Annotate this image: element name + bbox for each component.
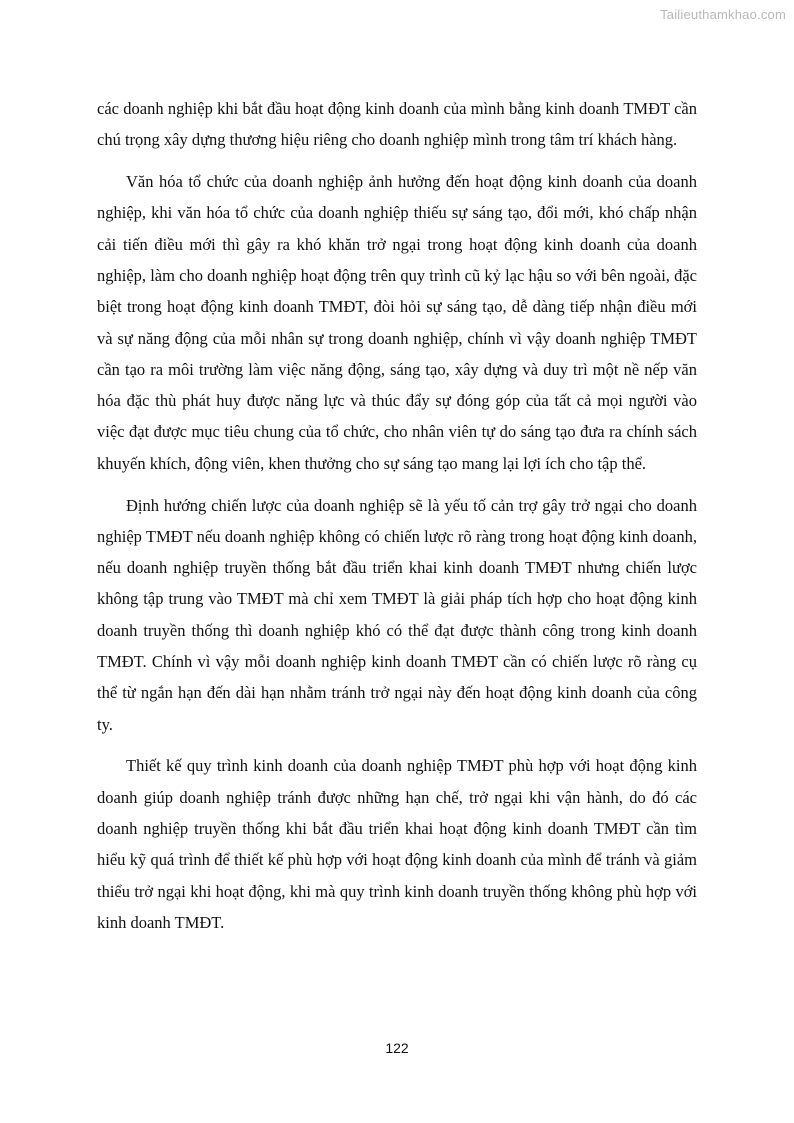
paragraph-strategic-orientation: Định hướng chiến lược của doanh nghiệp sẽ là yếu tố cản trợ gây trở ngại cho doanh nghiệp TMĐT nếu doanh nghiệp không có chiến lược rõ ràng trong hoạt động kinh doanh, nếu doanh nghiệp truyền thống bắt đầu triển khai kinh doanh TMĐT nhưng chiến lược không tập trung vào TMĐT mà chỉ xem TMĐT là giải pháp tích hợp cho hoạt động kinh doanh truyền thống thì doanh nghiệp khó có thể đạt được thành công trong kinh doanh TMĐT. Chính vì vậy mỗi doanh nghiệp kinh doanh TMĐT cần có chiến lược rõ ràng cụ thể từ ngắn hạn đến dài hạn nhằm tránh trở ngại này đến hoạt động kinh doanh của công ty. (97, 495, 697, 734)
paragraph-brand-building: các doanh nghiệp khi bắt đầu hoạt động kinh doanh của mình bằng kinh doanh TMĐT cần chú trọng xây dựng thương hiệu riêng cho doanh nghiệp mình trong tâm trí khách hàng. (97, 99, 697, 150)
paragraph-business-process-design: Thiết kế quy trình kinh doanh của doanh nghiệp TMĐT phù hợp với hoạt động kinh doanh giúp doanh nghiệp tránh được những hạn chế, trở ngại khi vận hành, do đó các doanh nghiệp truyền thống khi bắt đầu triển khai hoạt động kinh doanh TMĐT cần tìm hiểu kỹ quá trình để thiết kế phù hợp với hoạt động kinh doanh của mình để tránh và giảm thiểu trở ngại khi hoạt động, khi mà quy trình kinh doanh truyền thống không phù hợp với kinh doanh TMĐT. (97, 756, 697, 932)
page-number: 122 (385, 1040, 409, 1056)
watermark-text: Tailieuthamkhao.com (660, 7, 786, 22)
document-body (97, 93, 697, 938)
paragraph-organizational-culture: Văn hóa tổ chức của doanh nghiệp ảnh hưởng đến hoạt động kinh doanh của doanh nghiệp, khi văn hóa tổ chức của doanh nghiệp thiếu sự sáng tạo, đổi mới, khó chấp nhận cải tiến điều mới thì gây ra khó khăn trở ngại trong hoạt động kinh doanh của doanh nghiệp, làm cho doanh nghiệp hoạt động trên quy trình cũ kỷ lạc hậu so với bên ngoài, đặc biệt trong hoạt động kinh doanh TMĐT, đòi hỏi sự sáng tạo, dễ dàng tiếp nhận điều mới và sự năng động của mỗi nhân sự trong doanh nghiệp, chính vì vậy doanh nghiệp TMĐT cần tạo ra môi trường làm việc năng động, sáng tạo, xây dựng và duy trì một nề nếp văn hóa đặc thù phát huy được năng lực và thúc đẩy sự đóng góp của tất cả mọi người vào việc đạt được mục tiêu chung của tổ chức, cho nhân viên tự do sáng tạo đưa ra chính sách khuyến khích, động viên, khen thưởng cho sự sáng tạo mang lại lợi ích cho tập thể. (97, 172, 697, 473)
